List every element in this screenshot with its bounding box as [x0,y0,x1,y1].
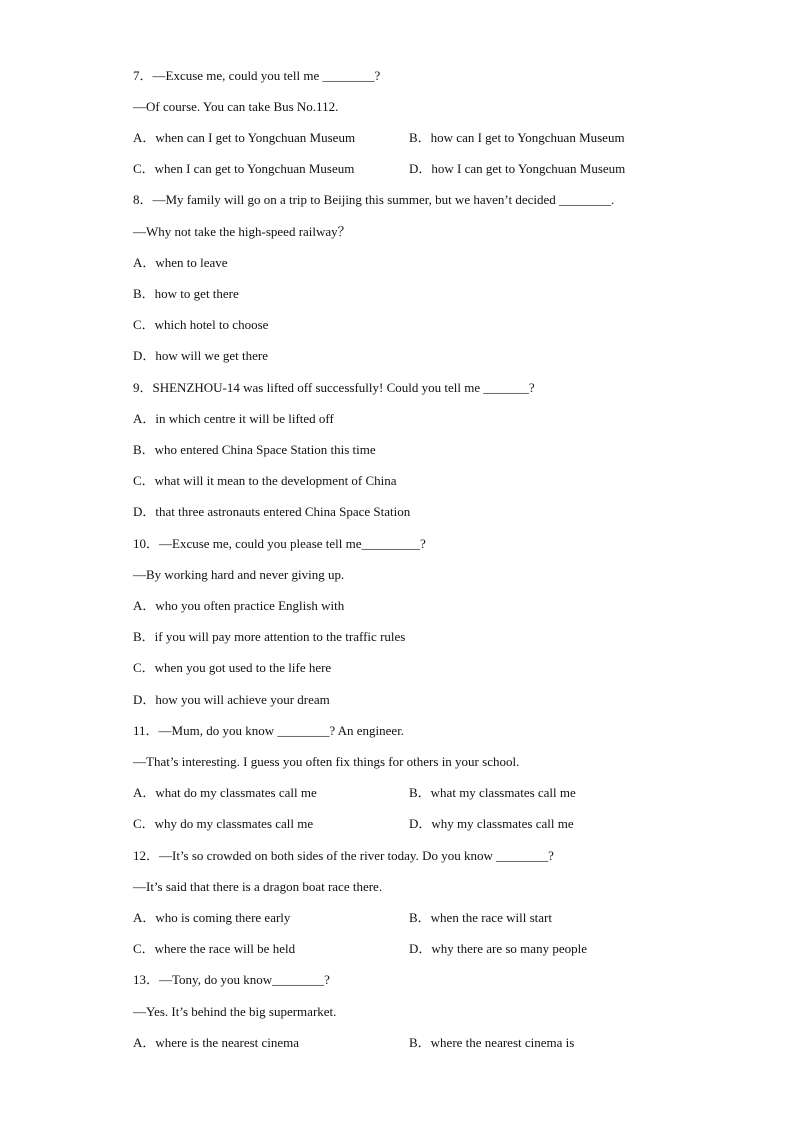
question-9-option-b: B．who entered China Space Station this time [133,442,376,457]
question-12-option-c: C．where the race will be held [133,941,296,956]
question-7-option-a: A．when can I get to Yongchuan Museum [133,130,356,145]
question-13-option-b: B．where the nearest cinema is [409,1035,575,1050]
question-12-option-a: A．who is coming there early [133,910,291,925]
question-10-option-a: A．who you often practice English with [133,598,345,613]
question-12-option-b: B．when the race will start [409,910,552,925]
question-8-stem: 8．—My family will go on a trip to Beijing this summer, but we haven’t decided ________. [133,192,615,207]
question-8-option-b: B．how to get there [133,286,239,301]
question-7-reply: —Of course. You can take Bus No.112. [133,99,339,114]
question-9-option-a: A．in which centre it will be lifted off [133,411,334,426]
question-10-option-b: B．if you will pay more attention to the traffic rules [133,629,406,644]
question-13-option-a: A．where is the nearest cinema [133,1035,300,1050]
question-7-option-b: B．how can I get to Yongchuan Museum [409,130,625,145]
question-8-option-c: C．which hotel to choose [133,317,269,332]
question-10-stem: 10．—Excuse me, could you please tell me_________? [133,536,426,551]
question-7-option-d: D．how I can get to Yongchuan Museum [409,161,626,176]
question-8-reply: —Why not take the high-speed railway？ [133,224,351,239]
question-11-option-c: C．why do my classmates call me [133,816,314,831]
question-9-option-d: D．that three astronauts entered China Space Station [133,504,411,519]
question-8-option-d: D．how will we get there [133,348,269,363]
question-11-stem: 11．—Mum, do you know ________? An engineer. [133,723,405,738]
question-9-option-c: C．what will it mean to the development of China [133,473,397,488]
question-10-option-c: C．when you got used to the life here [133,660,332,675]
question-7-stem: 7．—Excuse me, could you tell me ________? [133,68,381,83]
question-11-reply: —That’s interesting. I guess you often fix things for others in your school. [133,754,520,769]
question-9-stem: 9．SHENZHOU-14 was lifted off successfully! Could you tell me _______? [133,380,535,395]
question-11-option-b: B．what my classmates call me [409,785,576,800]
question-11-option-d: D．why my classmates call me [409,816,574,831]
question-7-option-c: C．when I can get to Yongchuan Museum [133,161,355,176]
question-8-option-a: A．when to leave [133,255,228,270]
question-13-reply: —Yes. It’s behind the big supermarket. [133,1004,337,1019]
question-10-option-d: D．how you will achieve your dream [133,692,330,707]
question-12-reply: —It’s said that there is a dragon boat race there. [133,879,383,894]
question-12-stem: 12．—It’s so crowded on both sides of the river today. Do you know ________? [133,848,554,863]
question-12-option-d: D．why there are so many people [409,941,587,956]
question-10-reply: —By working hard and never giving up. [133,567,345,582]
question-13-stem: 13．—Tony, do you know________? [133,972,330,987]
question-11-option-a: A．what do my classmates call me [133,785,317,800]
